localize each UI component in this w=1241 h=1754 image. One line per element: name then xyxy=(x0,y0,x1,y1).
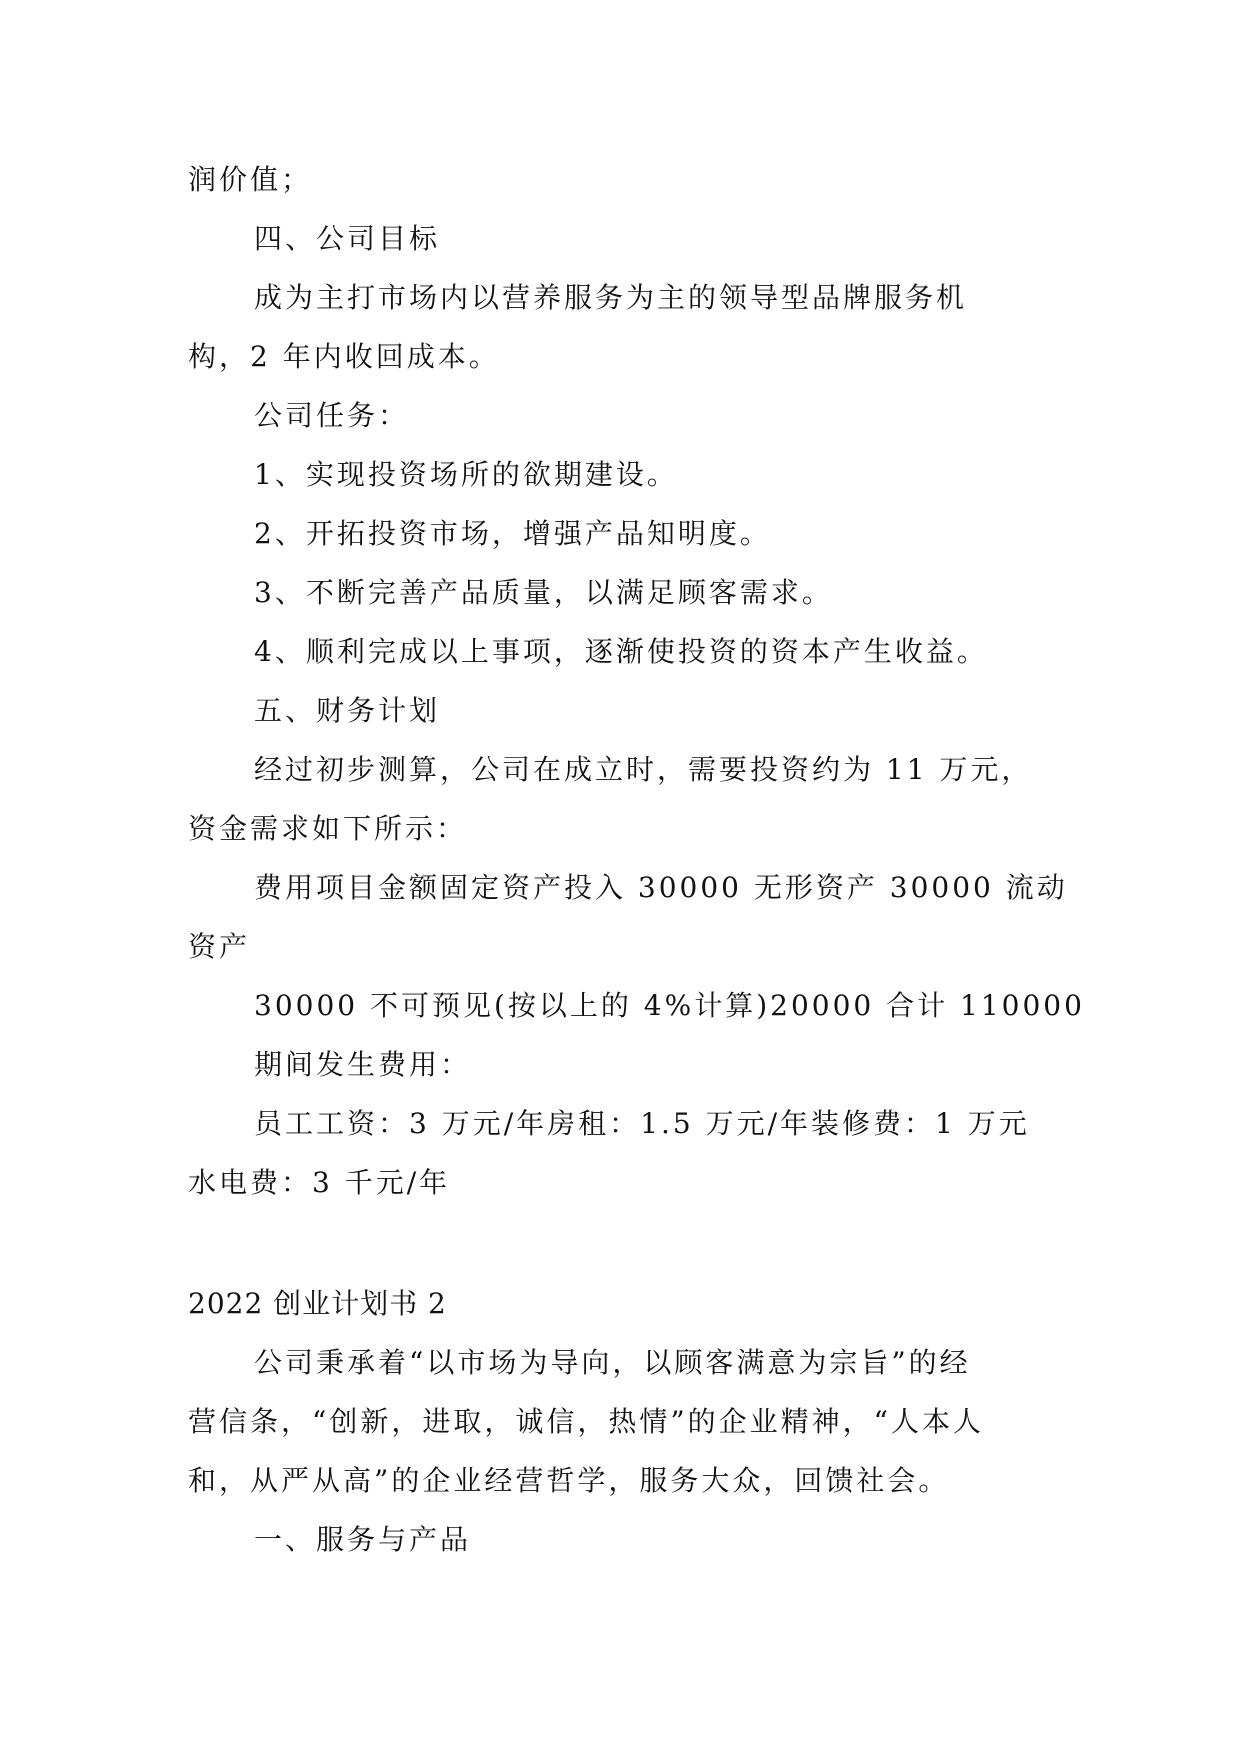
body-text-line: 资金需求如下所示： xyxy=(188,812,468,845)
body-text-line: 员工工资：3 万元/年房租：1.5 万元/年装修费：1 万元 xyxy=(254,1107,1030,1140)
body-text-line: 资产 xyxy=(188,930,251,963)
body-text-line: 公司任务： xyxy=(254,399,410,432)
body-text-line: 和，从严从高”的企业经营哲学，服务大众，回馈社会。 xyxy=(188,1464,950,1497)
document-page xyxy=(188,150,1085,1569)
section-heading: 四、公司目标 xyxy=(254,222,441,255)
section-title: 2022 创业计划书 2 xyxy=(188,1287,447,1320)
body-text-line: 30000 不可预见(按以上的 4%计算)20000 合计 110000 xyxy=(254,989,1085,1022)
body-text-line: 公司秉承着“以市场为导向，以顾客满意为宗旨”的经 xyxy=(254,1346,971,1379)
list-item: 2、开拓投资市场，增强产品知明度。 xyxy=(254,517,771,550)
list-item: 4、顺利完成以上事项，逐渐使投资的资本产生收益。 xyxy=(254,635,988,668)
list-item: 1、实现投资场所的欲期建设。 xyxy=(254,458,678,491)
list-item: 3、不断完善产品质量，以满足顾客需求。 xyxy=(254,576,833,609)
body-text-line: 经过初步测算，公司在成立时，需要投资约为 11 万元， xyxy=(254,753,1033,786)
body-text-line: 构，2 年内收回成本。 xyxy=(188,340,500,373)
body-text-line: 成为主打市场内以营养服务为主的领导型品牌服务机 xyxy=(254,281,968,314)
body-text-line: 费用项目金额固定资产投入 30000 无形资产 30000 流动 xyxy=(254,871,1068,904)
section-heading: 五、财务计划 xyxy=(254,694,441,727)
body-text-line: 期间发生费用： xyxy=(254,1048,472,1081)
body-text-line: 水电费：3 千元/年 xyxy=(188,1166,451,1199)
section-spacer xyxy=(188,1212,1058,1274)
body-text-line: 营信条，“创新，进取，诚信，热情”的企业精神，“人本人 xyxy=(188,1405,984,1438)
section-heading: 一、服务与产品 xyxy=(254,1523,472,1556)
body-text-line: 润价值； xyxy=(188,163,313,196)
